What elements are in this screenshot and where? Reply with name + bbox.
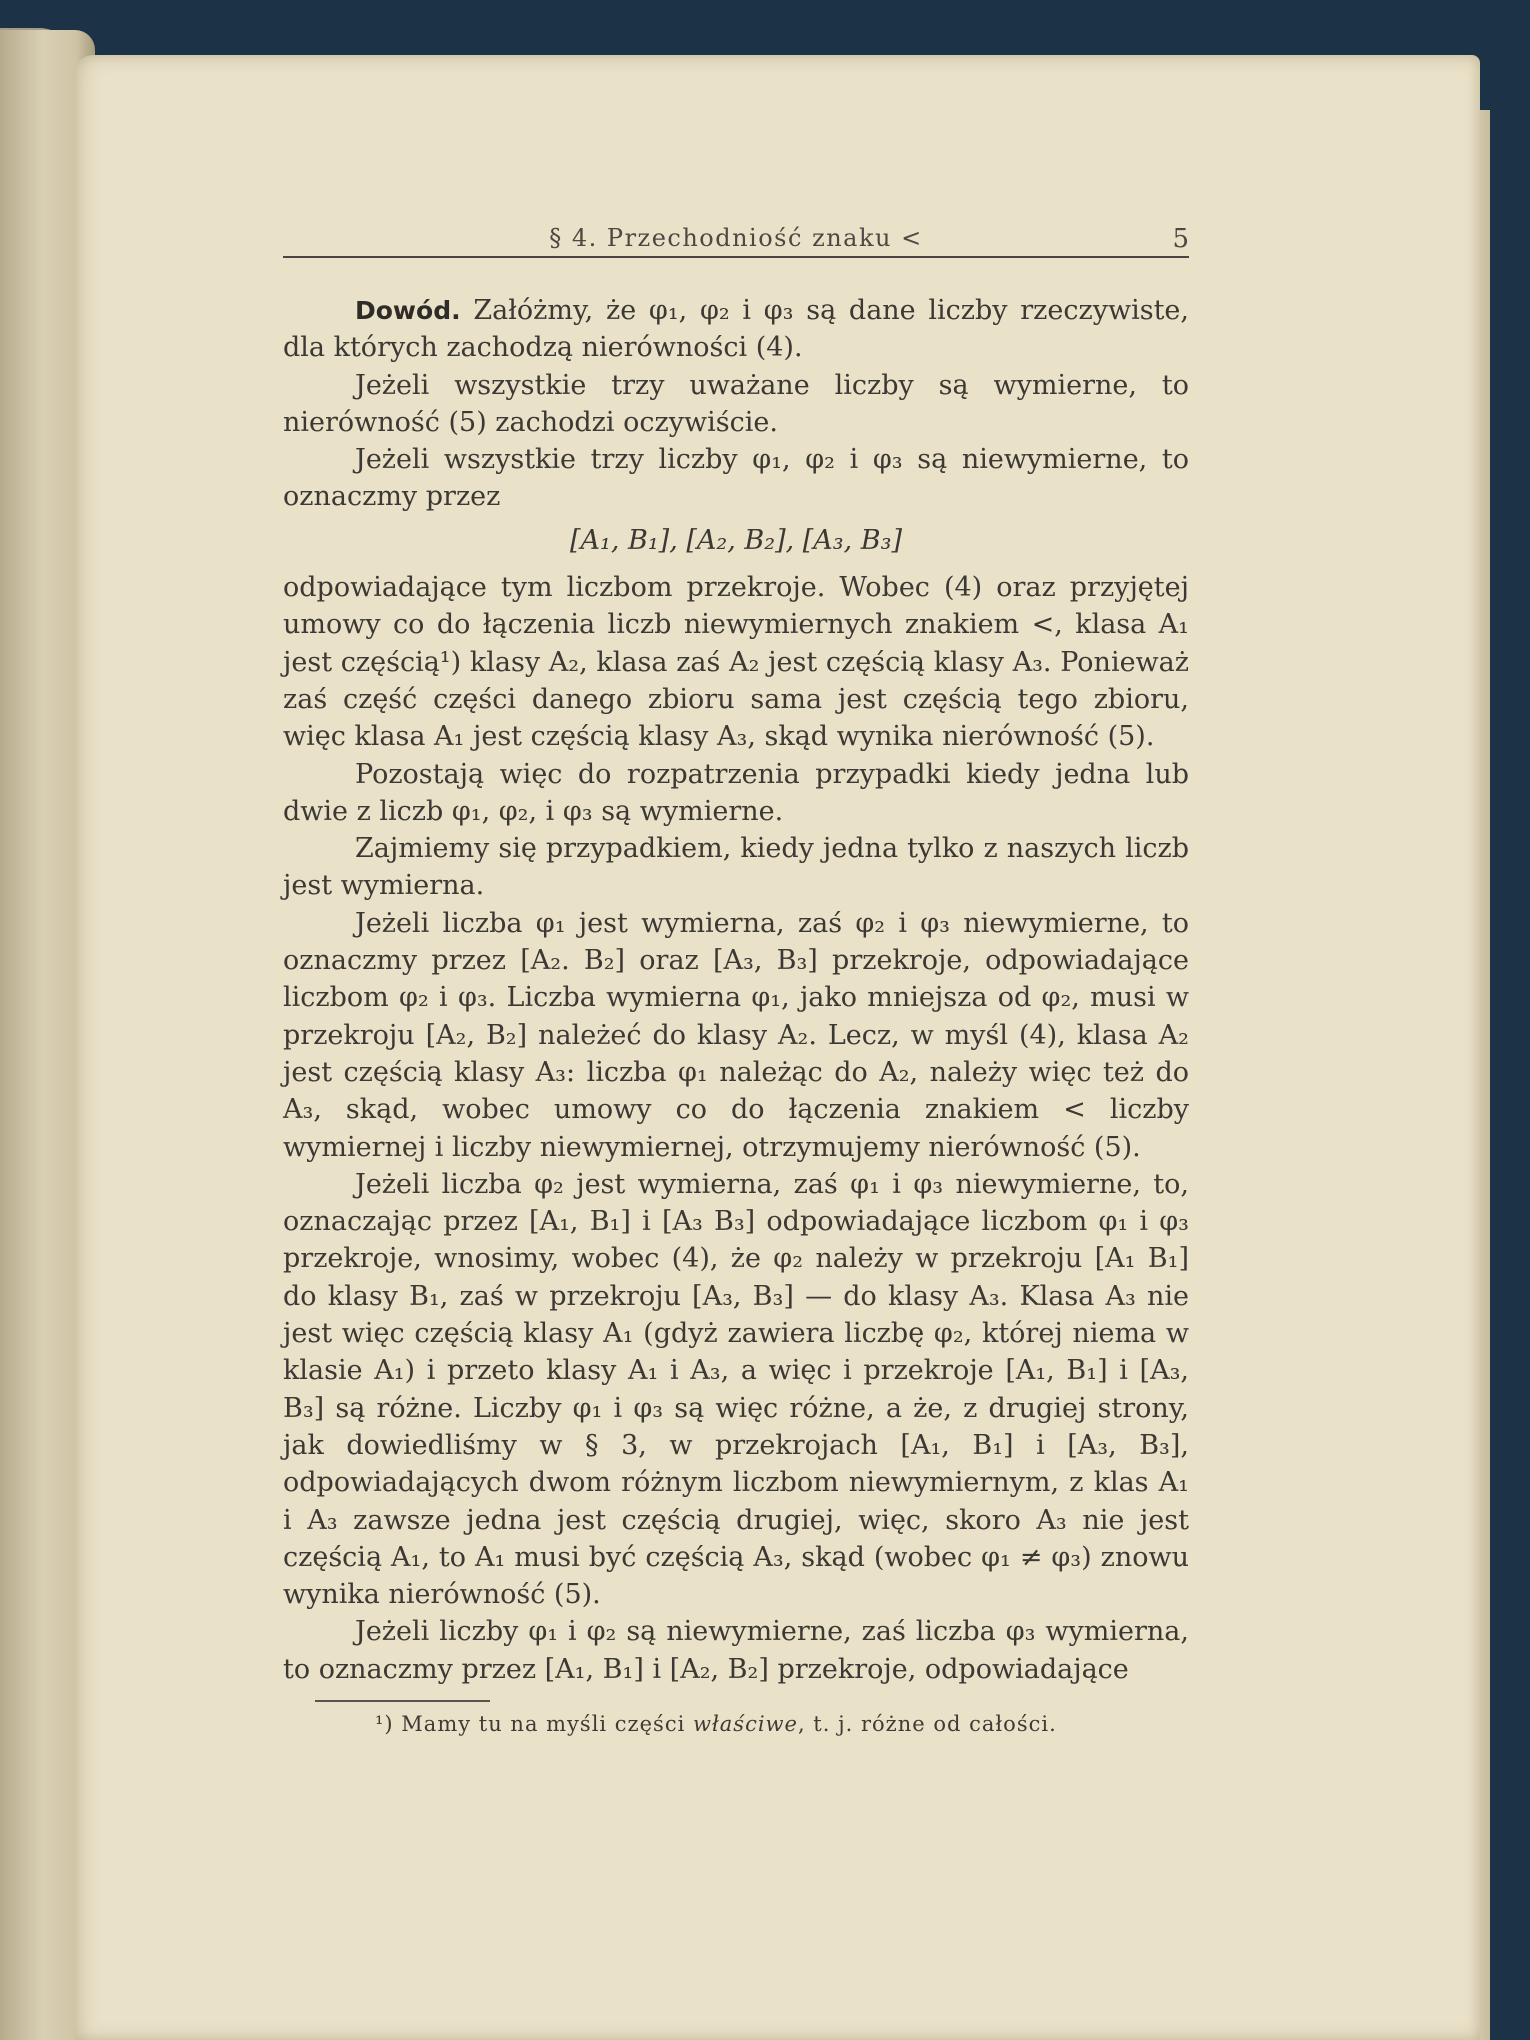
page-number: 5 — [1172, 224, 1189, 254]
paragraph: Jeżeli wszystkie trzy liczby φ₁, φ₂ i φ₃ są niewymierne, to oznaczmy przez — [283, 444, 1189, 513]
footnote-emphasis: właściwe — [692, 1712, 798, 1736]
running-title: § 4. Przechodniość znaku < — [549, 224, 923, 252]
proof-lead: Dowód. — [355, 296, 461, 325]
formula-cuts: [A₁, B₁], [A₂, B₂], [A₃, B₃] — [570, 524, 902, 556]
paragraph-text: Załóżmy, że φ₁, φ₂ i φ₃ są dane liczby rzeczywiste, dla których zachodzą nierówności (4). — [283, 295, 1189, 364]
footnote — [375, 1712, 1175, 1736]
footnote-text-end: , t. j. różne od całości. — [797, 1712, 1057, 1736]
footnote-text: Mamy tu na myśli części — [393, 1712, 693, 1736]
body-text — [283, 292, 1189, 1688]
footnote-mark: ¹) — [375, 1712, 394, 1736]
footnote-divider — [315, 1700, 490, 1702]
paragraph: Jeżeli liczby φ₁ i φ₂ są niewymierne, zaś liczba φ₃ wymierna, to oznaczmy przez [A₁, B₁] i [A₂, B₂] przekroje, odpowiadające — [283, 1616, 1189, 1685]
paragraph: Pozostają więc do rozpatrzenia przypadki kiedy jedna lub dwie z liczb φ₁, φ₂, i φ₃ są wymierne. — [283, 758, 1189, 827]
paragraph: odpowiadające tym liczbom przekroje. Wobec (4) oraz przyjętej umowy co do łączenia liczb niewymiernych znakiem <, klasa A₁ jest częścią¹) klasy A₂, klasa zaś A₂ jest częścią klasy A₃. Ponieważ zaś część części danego zbioru sama jest częścią tego zbioru, więc klasa A₁ jest częścią klasy A₃, skąd wynika nierówność (5). — [283, 572, 1189, 753]
page-header — [283, 218, 1189, 258]
paragraph: Jeżeli liczba φ₂ jest wymierna, zaś φ₁ i φ₃ niewymierne, to, oznaczając przez [A₁, B₁] i [A₃ B₃] odpowiadające liczbom φ₁ i φ₃ przekroje, wnosimy, wobec (4), że φ₂ należy w przekroju [A₁ B₁] do klasy B₁, zaś w przekroju [A₃, B₃] — do klasy A₃. Klasa A₃ nie jest więc częścią klasy A₁ (gdyż zawiera liczbę φ₂, której niema w klasie A₁) i przeto klasy A₁ i A₃, a więc i przekroje [A₁, B₁] i [A₃, B₃] są różne. Liczby φ₁ i φ₃ są więc różne, a że, z drugiej strony, jak dowiedliśmy w § 3, w przekrojach [A₁, B₁] i [A₃, B₃], odpowiadających dwom różnym liczbom niewymiernym, z klas A₁ i A₃ zawsze jedna jest częścią drugiej, więc, skoro A₃ nie jest częścią A₁, to A₁ musi być częścią A₃, skąd (wobec φ₁ ≠ φ₃) znowu wynika nierówność (5). — [283, 1168, 1189, 1611]
paragraph: Jeżeli liczba φ₁ jest wymierna, zaś φ₂ i φ₃ niewymierne, to oznaczmy przez [A₂. B₂] oraz [A₃, B₃] przekroje, odpowiadające liczbom φ₂ i φ₃. Liczba wymierna φ₁, jako mniejsza od φ₂, musi w przekroju [A₂, B₂] należeć do klasy A₂. Lecz, w myśl (4), klasa A₂ jest częścią klasy A₃: liczba φ₁ należąc do A₂, należy więc też do A₃, skąd, wobec umowy co do łączenia znakiem < liczby wymiernej i liczby niewymiernej, otrzymujemy nierówność (5). — [283, 907, 1189, 1163]
paragraph: Zajmiemy się przypadkiem, kiedy jedna tylko z naszych liczb jest wymierna. — [283, 833, 1189, 902]
paragraph-proof — [283, 292, 1189, 367]
paragraph: Jeżeli wszystkie trzy uważane liczby są wymierne, to nierówność (5) zachodzi oczywiście. — [283, 369, 1189, 438]
